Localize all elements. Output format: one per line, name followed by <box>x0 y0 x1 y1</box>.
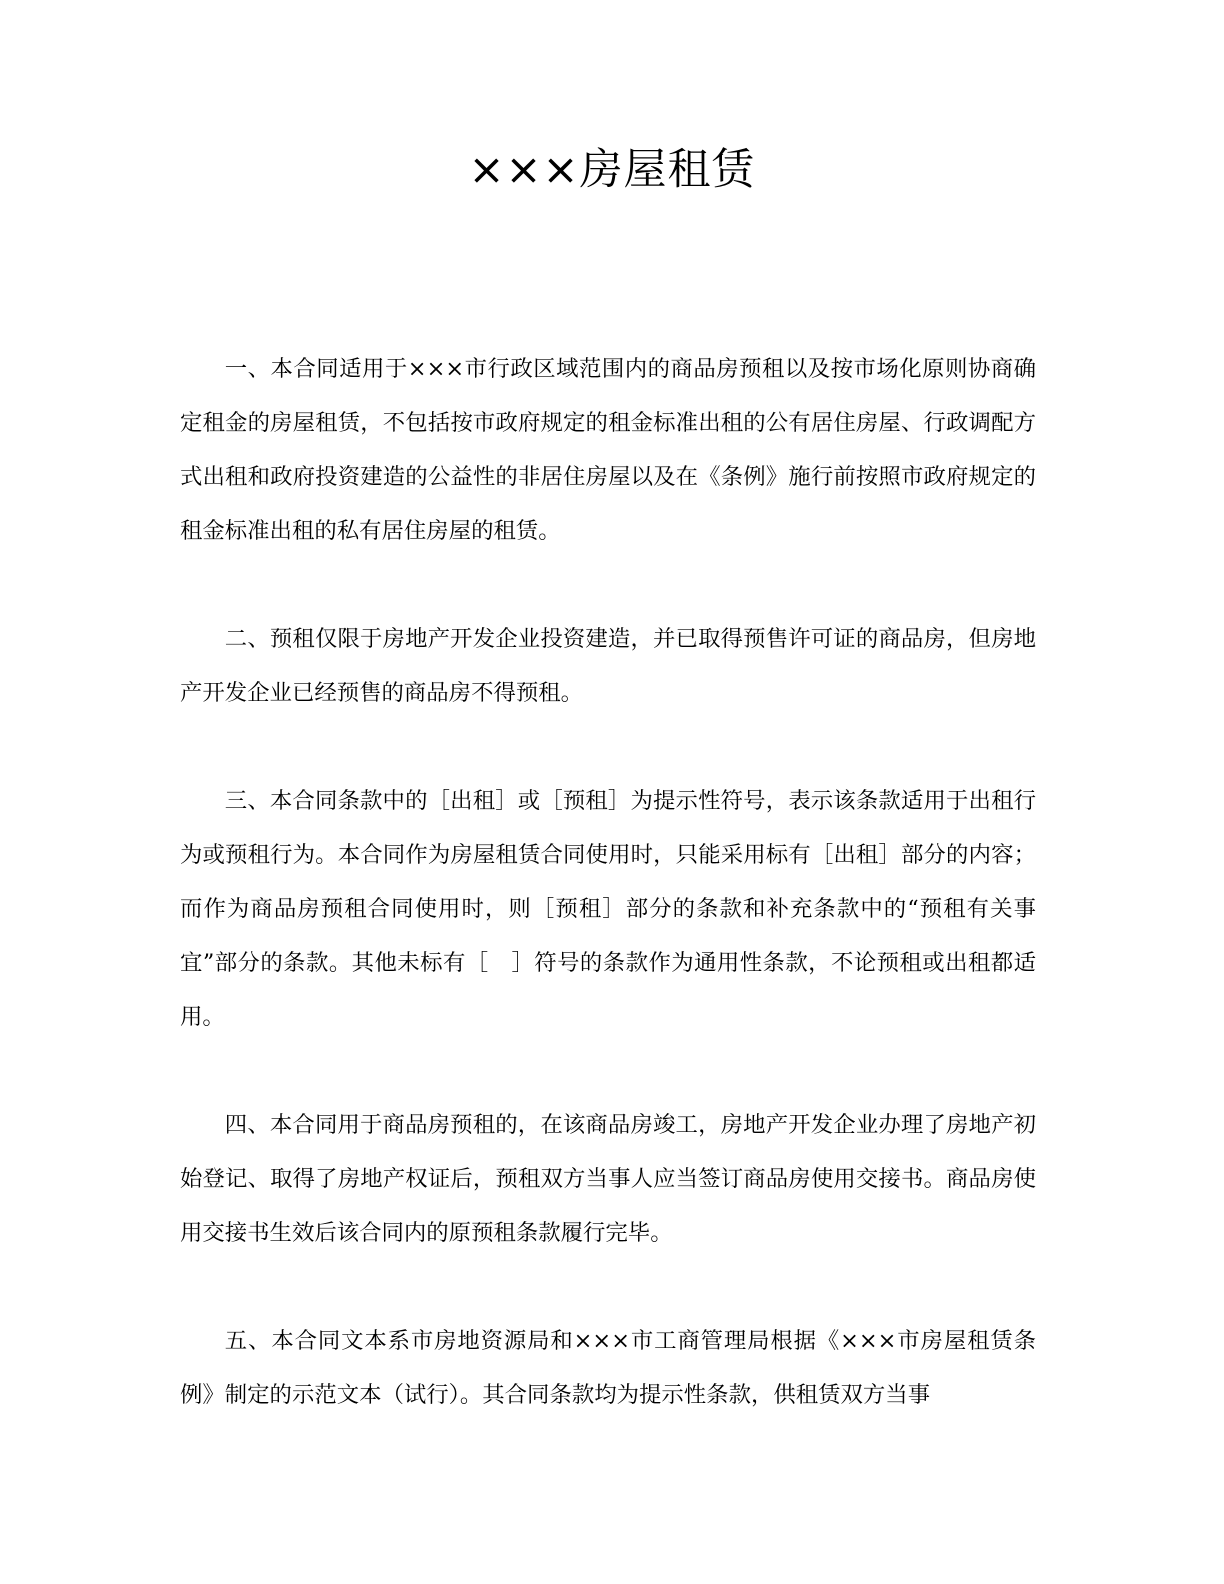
paragraph-1: 一、本合同适用于×××市行政区域范围内的商品房预租以及按市场化原则协商确定租金的房屋租赁，不包括按市政府规定的租金标准出租的公有居住房屋、行政调配方式出租和政府投资建造的公益性的非居住房屋以及在《条例》施行前按照市政府规定的租金标准出租的私有居住房屋的租赁。 <box>180 356 1036 544</box>
paragraph-4: 四、本合同用于商品房预租的，在该商品房竣工，房地产开发企业办理了房地产初始登记、取得了房地产权证后，预租双方当事人应当签订商品房使用交接书。商品房使用交接书生效后该合同内的原预租条款履行完毕。 <box>180 1112 1036 1246</box>
paragraph-5: 五、本合同文本系市房地资源局和×××市工商管理局根据《×××市房屋租赁条例》制定的示范文本（试行）。其合同条款均为提示性条款，供租赁双方当事 <box>180 1328 1036 1408</box>
paragraph-2: 二、预租仅限于房地产开发企业投资建造，并已取得预售许可证的商品房，但房地产开发企业已经预售的商品房不得预租。 <box>180 626 1036 706</box>
document-body <box>180 342 1036 1422</box>
document-title: ×××房屋租赁 <box>468 145 756 195</box>
paragraph-3: 三、本合同条款中的［出租］或［预租］为提示性符号，表示该条款适用于出租行为或预租行为。本合同作为房屋租赁合同使用时，只能采用标有［出租］部分的内容；而作为商品房预租合同使用时，则［预租］部分的条款和补充条款中的“预租有关事宜”部分的条款。其他未标有［ ］符号的条款作为通用性条款，不论预租或出租都适用。 <box>180 788 1036 1030</box>
